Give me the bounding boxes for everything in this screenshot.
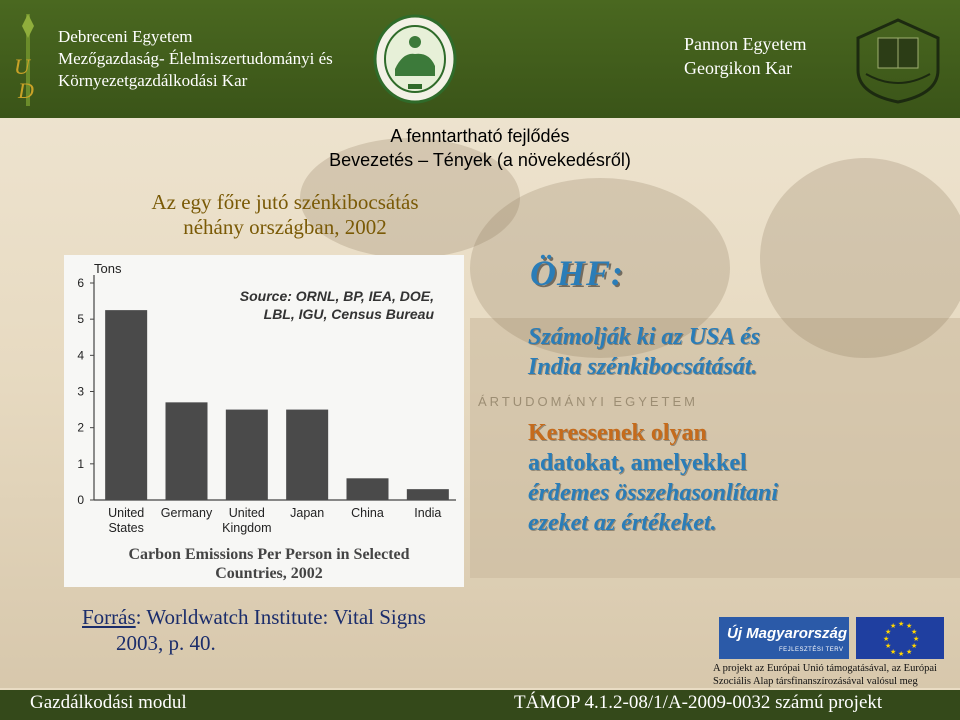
svg-text:★: ★ bbox=[913, 635, 920, 643]
svg-text:★: ★ bbox=[911, 642, 918, 650]
bar bbox=[226, 410, 268, 500]
x-tick-label: Kingdom bbox=[222, 521, 272, 535]
homework-paragraph-line: Számolják ki az USA és bbox=[528, 324, 761, 350]
chart-caption: Carbon Emissions Per Person in Selected bbox=[128, 546, 410, 563]
svg-text:★: ★ bbox=[885, 628, 892, 636]
homework-paragraph-line: India szénkibocsátását. bbox=[528, 354, 758, 380]
university-right-line: Pannon Egyetem bbox=[684, 34, 807, 54]
chart-subtitle bbox=[100, 190, 470, 240]
footer-bar bbox=[0, 690, 960, 720]
chart-source-text: LBL, IGU, Census Bureau bbox=[263, 306, 434, 322]
y-tick-label: 4 bbox=[77, 348, 84, 363]
university-right-name bbox=[684, 32, 806, 80]
source-citation bbox=[82, 604, 426, 656]
svg-text:★: ★ bbox=[890, 622, 897, 630]
chart-svg bbox=[64, 255, 464, 587]
eu-flag-icon bbox=[856, 617, 944, 659]
university-left-line: Környezetgazdálkodási Kar bbox=[58, 71, 248, 90]
university-right-line: Georgikon Kar bbox=[684, 58, 793, 78]
uj-magyarorszag-logo bbox=[719, 617, 849, 659]
x-tick-label: United bbox=[228, 506, 265, 520]
bar bbox=[105, 310, 147, 500]
x-tick-label: United bbox=[108, 506, 145, 520]
x-tick-label: Germany bbox=[160, 506, 213, 520]
x-tick-label: States bbox=[108, 521, 144, 535]
svg-text:★: ★ bbox=[890, 648, 897, 656]
y-tick-label: 6 bbox=[77, 276, 84, 290]
footer-module-name: Gazdálkodási modul bbox=[30, 692, 187, 713]
footer-project-id: TÁMOP 4.1.2-08/1/A-2009-0032 számú projekt bbox=[514, 692, 883, 713]
bar bbox=[166, 402, 208, 500]
header-bar bbox=[0, 0, 960, 118]
pannon-logo-icon bbox=[852, 14, 944, 106]
y-tick-label: 0 bbox=[77, 493, 84, 507]
homework-heading: ÖHF: bbox=[530, 253, 624, 293]
university-left-name bbox=[58, 26, 333, 92]
svg-text:★: ★ bbox=[911, 628, 918, 636]
chart-caption: Countries, 2002 bbox=[215, 565, 323, 582]
homework-paragraph-line: Keressenek olyan bbox=[528, 420, 707, 446]
ud-logo-icon bbox=[8, 12, 48, 108]
homework-paragraph-line: ezeket az értékeket. bbox=[528, 510, 717, 536]
background-building-sign: ÁRTUDOMÁNYI EGYETEM bbox=[478, 394, 699, 409]
bar bbox=[286, 410, 328, 500]
svg-text:★: ★ bbox=[906, 622, 913, 630]
svg-text:D: D bbox=[18, 78, 34, 103]
y-tick-label: 5 bbox=[77, 312, 84, 327]
homework-paragraph-line: érdemes összehasonlítani bbox=[528, 480, 779, 506]
x-tick-label: Japan bbox=[290, 506, 325, 520]
svg-text:★: ★ bbox=[906, 648, 913, 656]
uj-magyarorszag-text: Új Magyarország bbox=[727, 625, 848, 642]
eu-funding-note: A projekt az Európai Unió támogatásával, az Európai Szociális Alap társfinanszírozásával valósul meg bbox=[713, 663, 937, 687]
chart-source-text: Source: ORNL, BP, IEA, DOE, bbox=[239, 288, 434, 304]
svg-text:★: ★ bbox=[883, 635, 890, 643]
source-link[interactable]: Forrás bbox=[82, 605, 136, 629]
source-text-line2: 2003, p. 40. bbox=[116, 631, 216, 655]
carbon-emissions-chart bbox=[64, 255, 464, 587]
slide-title bbox=[260, 124, 700, 172]
svg-text:★: ★ bbox=[898, 620, 905, 628]
svg-text:★: ★ bbox=[885, 642, 892, 650]
uj-magyarorszag-subtext: FEJLESZTÉSI TERV bbox=[779, 647, 844, 653]
y-tick-label: 1 bbox=[77, 456, 84, 471]
chart-subtitle-line: Az egy főre jutó szénkibocsátás bbox=[151, 190, 419, 214]
y-tick-label: 3 bbox=[77, 384, 84, 399]
homework-paragraph-line: adatokat, amelyekkel bbox=[528, 450, 747, 476]
x-tick-label: India bbox=[414, 506, 442, 520]
homework-paragraph-1 bbox=[528, 322, 908, 382]
chart-subtitle-line: néhány országban, 2002 bbox=[183, 215, 387, 239]
university-left-line: Mezőgazdaság- Élelmiszertudományi és bbox=[58, 49, 333, 68]
bar bbox=[407, 489, 449, 500]
svg-text:★: ★ bbox=[898, 650, 905, 658]
bar bbox=[347, 478, 389, 500]
slide-title-line: A fenntartható fejlődés bbox=[390, 126, 570, 146]
y-tick-label: 2 bbox=[77, 420, 84, 435]
homework-paragraph-2 bbox=[528, 418, 918, 538]
university-left-line: Debreceni Egyetem bbox=[58, 27, 193, 46]
x-tick-label: China bbox=[351, 506, 384, 520]
source-text: : Worldwatch Institute: Vital Signs bbox=[135, 605, 426, 629]
university-seal-icon bbox=[373, 14, 457, 104]
svg-text:U: U bbox=[14, 54, 30, 79]
slide-title-line: Bevezetés – Tények (a növekedésről) bbox=[329, 150, 631, 170]
y-axis-label: Tons bbox=[94, 261, 122, 276]
